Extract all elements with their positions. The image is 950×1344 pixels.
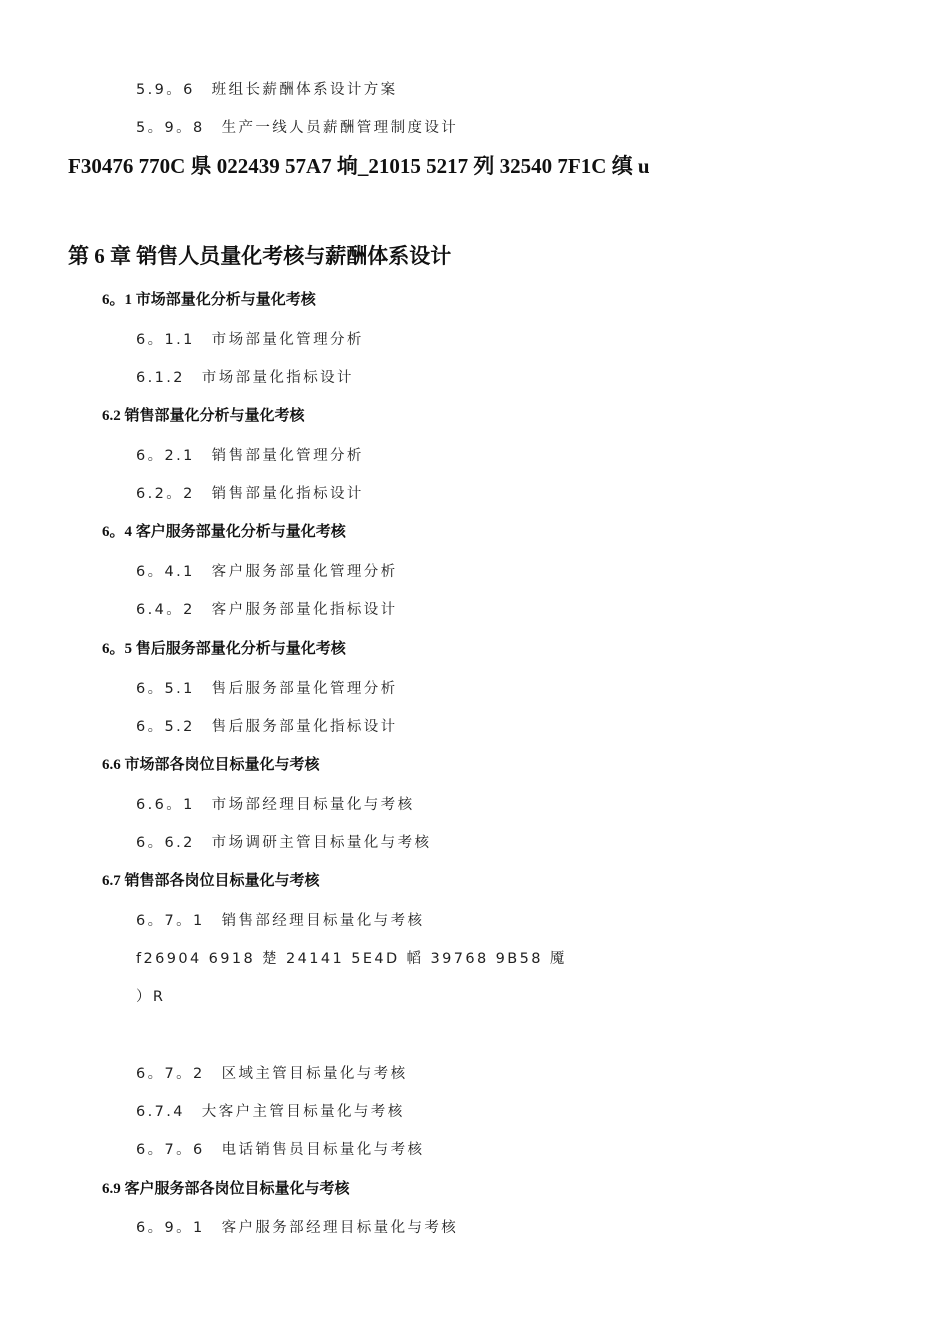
toc-entry-6-6-1: 6.6。1 市场部经理目标量化与考核 xyxy=(136,797,415,813)
toc-entry-6-9-1: 6。9。1 客户服务部经理目标量化与考核 xyxy=(136,1220,459,1236)
toc-entry-6-2-2: 6.2。2 销售部量化指标设计 xyxy=(136,486,364,502)
toc-entry-6-5-2: 6。5.2 售后服务部量化指标设计 xyxy=(136,719,398,735)
garbled-line: ）R xyxy=(136,989,166,1005)
section-heading-6-5: 6。5 售后服务部量化分析与量化考核 xyxy=(102,641,346,657)
toc-entry-6-5-1: 6。5.1 售后服务部量化管理分析 xyxy=(136,681,398,697)
section-heading-6-1: 6。1 市场部量化分析与量化考核 xyxy=(102,292,316,308)
toc-entry-6-7-2: 6。7。2 区域主管目标量化与考核 xyxy=(136,1066,408,1082)
toc-entry-6-7-6: 6。7。6 电话销售员目标量化与考核 xyxy=(136,1142,425,1158)
toc-entry-6-2-1: 6。2.1 销售部量化管理分析 xyxy=(136,448,364,464)
section-heading-6-4: 6。4 客户服务部量化分析与量化考核 xyxy=(102,524,346,540)
toc-entry-5-9-6: 5.9。6 班组长薪酬体系设计方案 xyxy=(136,82,398,98)
section-heading-6-7: 6.7 销售部各岗位目标量化与考核 xyxy=(102,873,320,889)
section-heading-6-2: 6.2 销售部量化分析与量化考核 xyxy=(102,408,305,424)
toc-entry-6-1-2: 6.1.2 市场部量化指标设计 xyxy=(136,370,354,386)
toc-entry-6-7-4: 6.7.4 大客户主管目标量化与考核 xyxy=(136,1104,405,1120)
toc-entry-6-1-1: 6。1.1 市场部量化管理分析 xyxy=(136,332,364,348)
garbled-line: F30476 770C 県 022439 57A7 垧_21015 5217 列 32540 7F1C 缜 u xyxy=(68,154,650,178)
section-heading-6-6: 6.6 市场部各岗位目标量化与考核 xyxy=(102,757,320,773)
garbled-line: f26904 6918 楚 24141 5E4D 幍 39768 9B58 魇 xyxy=(136,951,567,967)
toc-entry-5-9-8: 5。9。8 生产一线人员薪酬管理制度设计 xyxy=(136,120,459,136)
toc-entry-6-6-2: 6。6.2 市场调研主管目标量化与考核 xyxy=(136,835,432,851)
section-heading-6-9: 6.9 客户服务部各岗位目标量化与考核 xyxy=(102,1181,350,1197)
chapter-heading: 第 6 章 销售人员量化考核与薪酬体系设计 xyxy=(68,244,452,268)
toc-entry-6-7-1: 6。7。1 销售部经理目标量化与考核 xyxy=(136,913,425,929)
toc-entry-6-4-1: 6。4.1 客户服务部量化管理分析 xyxy=(136,564,398,580)
toc-entry-6-4-2: 6.4。2 客户服务部量化指标设计 xyxy=(136,602,398,618)
